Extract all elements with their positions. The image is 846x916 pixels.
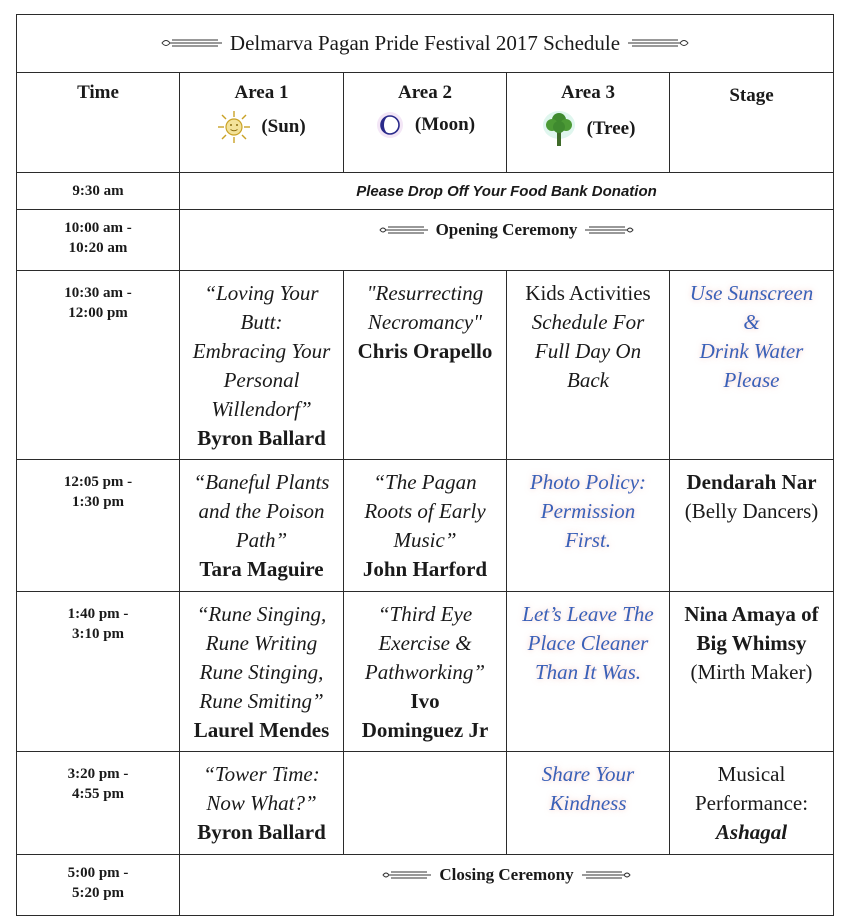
performer-name: Ashagal — [715, 820, 788, 844]
session-title-line: Now What?” — [206, 791, 317, 815]
session-title-line: Embracing Your — [192, 339, 331, 363]
time-cell — [17, 460, 180, 592]
kids-activities-line: Schedule For — [531, 310, 645, 334]
speaker-name: Dominguez Jr — [361, 718, 489, 742]
flourish-right-icon — [626, 36, 690, 50]
closing-ceremony-label: Closing Ceremony — [439, 865, 574, 884]
session-area1 — [180, 271, 344, 460]
kids-activities-line: Back — [567, 368, 609, 392]
header-time-label: Time — [77, 82, 119, 103]
flourish-left-icon — [160, 36, 224, 50]
session-title-line: “Tower Time: — [203, 762, 320, 786]
reminder-line: Kindness — [549, 791, 627, 815]
time-start: 12:05 pm - — [63, 474, 133, 490]
time-start: 3:20 pm - — [67, 766, 129, 782]
session-title-line: Roots of Early — [364, 499, 486, 523]
session-title-line: “Loving Your — [204, 281, 319, 305]
schedule-sheet — [16, 14, 833, 904]
performer-desc: (Belly Dancers) — [684, 499, 819, 523]
speaker-name: Byron Ballard — [197, 820, 326, 844]
speaker-name: Laurel Mendes — [193, 718, 330, 742]
reminder-line: & — [743, 310, 760, 334]
schedule-table — [16, 14, 834, 916]
kindness-note — [507, 752, 670, 855]
kids-activities-line: Kids Activities — [525, 281, 651, 305]
time-end: 5:20 pm — [71, 885, 125, 901]
session-title-line: Music” — [393, 528, 457, 552]
session-title-line: “Third Eye — [377, 602, 473, 626]
header-area2 — [344, 73, 507, 173]
clean-place-note — [507, 592, 670, 752]
time-start: 1:40 pm - — [67, 606, 129, 622]
tree-icon — [541, 110, 577, 148]
header-time — [17, 73, 180, 173]
row-1030 — [17, 271, 834, 460]
session-area3 — [507, 271, 670, 460]
reminder-line: Permission — [540, 499, 636, 523]
time-cell — [17, 173, 180, 210]
page-title: Delmarva Pagan Pride Festival 2017 Schedule — [229, 30, 621, 55]
reminder-line: Drink Water — [699, 339, 804, 363]
area1-label: (Sun) — [261, 116, 306, 137]
time-start: 10:30 am - — [64, 285, 132, 301]
time-cell — [17, 752, 180, 855]
sun-icon — [217, 110, 251, 144]
title-cell — [17, 15, 834, 73]
speaker-name: John Harford — [362, 557, 488, 581]
reminder-line: First. — [564, 528, 612, 552]
performer-name: Big Whimsy — [696, 631, 807, 655]
time-cell — [17, 592, 180, 752]
performer-desc: (Mirth Maker) — [690, 660, 813, 684]
stage-performance — [670, 460, 834, 592]
flourish-right-icon — [583, 224, 635, 236]
performer-name: Dendarah Nar — [686, 470, 817, 494]
row-0930 — [17, 173, 834, 210]
time-end: 10:20 am — [68, 240, 128, 256]
stage-sunscreen-note — [670, 271, 834, 460]
reminder-line: Use Sunscreen — [689, 281, 814, 305]
area2-name: Area 2 — [398, 82, 452, 103]
session-title-line: “The Pagan — [373, 470, 477, 494]
session-area2 — [344, 592, 507, 752]
row-1700 — [17, 855, 834, 916]
time-cell — [17, 855, 180, 916]
speaker-name: Tara Maguire — [199, 557, 324, 581]
reminder-line: Place Cleaner — [527, 631, 649, 655]
moon-icon — [375, 110, 405, 140]
reminder-line: Photo Policy: — [529, 470, 647, 494]
header-area1 — [180, 73, 344, 173]
performer-name: Nina Amaya of — [684, 602, 819, 626]
session-title-line: Rune Writing — [205, 631, 318, 655]
performance-line: Performance: — [694, 791, 809, 815]
session-area2-empty — [344, 752, 507, 855]
time-start: 10:00 am - — [64, 220, 132, 236]
reminder-line: Share Your — [541, 762, 635, 786]
area3-label: (Tree) — [586, 118, 636, 139]
time-end: 1:30 pm — [71, 494, 125, 510]
header-row — [17, 73, 834, 173]
food-bank-note-text: Please Drop Off Your Food Bank Donation — [356, 182, 657, 200]
session-title-line: Rune Stinging, — [199, 660, 324, 684]
session-title-line: Willendorf” — [211, 397, 312, 421]
row-1520 — [17, 752, 834, 855]
session-area2 — [344, 271, 507, 460]
closing-ceremony-cell — [180, 855, 834, 916]
area1-name: Area 1 — [234, 82, 289, 103]
speaker-name: Ivo — [410, 689, 440, 713]
speaker-name: Byron Ballard — [197, 426, 326, 450]
time-end: 12:00 pm — [68, 305, 128, 321]
opening-ceremony-cell — [180, 210, 834, 271]
flourish-right-icon — [580, 869, 632, 881]
time-end: 4:55 pm — [71, 786, 125, 802]
session-area1 — [180, 752, 344, 855]
flourish-left-icon — [378, 224, 430, 236]
time-cell — [17, 210, 180, 271]
reminder-line: Let’s Leave The — [522, 602, 654, 626]
row-1340 — [17, 592, 834, 752]
reminder-line: Please — [723, 368, 780, 392]
header-area3 — [507, 73, 670, 173]
row-1205 — [17, 460, 834, 592]
area3-name: Area 3 — [561, 82, 615, 103]
stage-performance — [670, 752, 834, 855]
row-1000 — [17, 210, 834, 271]
session-title-line: Necromancy" — [367, 310, 483, 334]
title-row — [17, 15, 834, 73]
stage-performance — [670, 592, 834, 752]
flourish-left-icon — [381, 869, 433, 881]
kids-activities-line: Full Day On — [534, 339, 642, 363]
time-label: 9:30 am — [72, 183, 124, 199]
session-area1 — [180, 592, 344, 752]
time-start: 5:00 pm - — [67, 865, 129, 881]
session-title-line: Personal — [223, 368, 300, 392]
time-cell — [17, 271, 180, 460]
time-end: 3:10 pm — [71, 626, 125, 642]
session-title-line: Exercise & — [378, 631, 472, 655]
food-bank-note — [180, 173, 834, 210]
session-title-line: and the Poison — [198, 499, 325, 523]
header-stage-label: Stage — [729, 85, 774, 106]
session-area1 — [180, 460, 344, 592]
session-area2 — [344, 460, 507, 592]
area2-label: (Moon) — [414, 114, 476, 135]
session-title-line: “Rune Singing, — [196, 602, 327, 626]
reminder-line: Than It Was. — [535, 660, 641, 684]
session-title-line: Path” — [235, 528, 288, 552]
session-title-line: Rune Smiting” — [199, 689, 324, 713]
speaker-name: Chris Orapello — [357, 339, 493, 363]
photo-policy-note — [507, 460, 670, 592]
session-title-line: Pathworking” — [364, 660, 486, 684]
session-title-line: Butt: — [240, 310, 283, 334]
header-stage — [670, 73, 834, 173]
opening-ceremony-label: Opening Ceremony — [435, 220, 578, 239]
session-title-line: “Baneful Plants — [193, 470, 330, 494]
performance-line: Musical — [717, 762, 786, 786]
session-title-line: "Resurrecting — [366, 281, 484, 305]
